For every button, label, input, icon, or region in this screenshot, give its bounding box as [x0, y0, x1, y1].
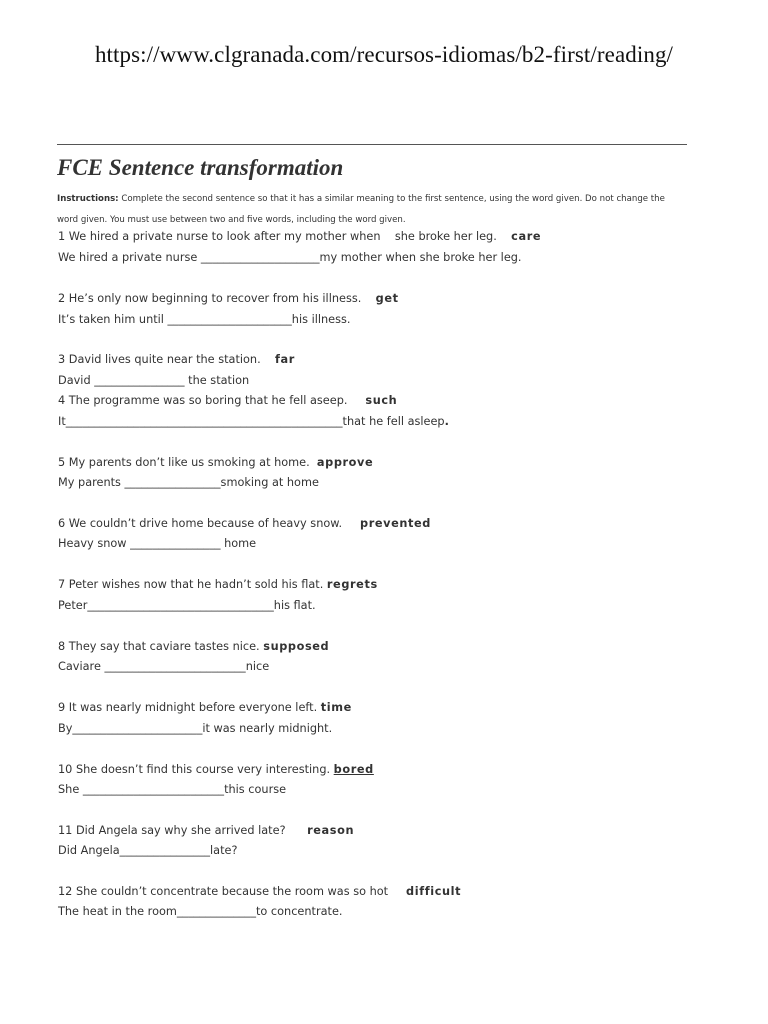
- question-keyword: difficult: [406, 885, 462, 898]
- question-4-sentence: [58, 394, 397, 407]
- horizontal-divider: [57, 144, 687, 145]
- question-sentence-text: 6 We couldn’t drive home because of heavy snow.: [58, 517, 361, 530]
- question-9-sentence: [58, 701, 352, 714]
- question-7-sentence: [58, 578, 378, 591]
- question-keyword: bored: [333, 763, 374, 776]
- instructions-text: Complete the second sentence so that it has a similar meaning to the first sentence, using the word given. Do not change the word given. You must use between two and five words, including the word given.: [57, 194, 665, 225]
- question-answer-text: It_________________________________________________that he fell asleep: [58, 415, 445, 428]
- question-8-answer: Caviare _________________________nice: [58, 660, 270, 673]
- question-answer-period: .: [444, 415, 449, 428]
- question-5-sentence: [58, 456, 373, 469]
- question-keyword: such: [365, 394, 398, 407]
- question-1-sentence: [58, 230, 541, 243]
- instructions-label: Instructions:: [57, 194, 119, 204]
- question-2-sentence: [58, 292, 399, 305]
- question-11-answer: Did Angela________________late?: [58, 844, 238, 857]
- question-sentence-text: 5 My parents don’t like us smoking at home.: [58, 456, 317, 469]
- question-keyword: get: [375, 292, 399, 305]
- question-sentence-text: 1 We hired a private nurse to look after my mother when she broke her leg.: [58, 230, 512, 243]
- question-sentence-text: 10 She doesn’t find this course very interesting.: [58, 763, 334, 776]
- question-10-answer: She _________________________this course: [58, 783, 287, 796]
- question-1-answer: We hired a private nurse _____________________my mother when she broke her leg.: [58, 251, 522, 264]
- question-keyword: prevented: [360, 517, 431, 530]
- question-6-answer: Heavy snow ________________ home: [58, 537, 257, 550]
- source-url: https://www.clgranada.com/recursos-idiomas/b2-first/reading/: [94, 42, 674, 67]
- question-4-answer: [58, 415, 449, 428]
- question-keyword: approve: [316, 456, 374, 469]
- question-sentence-text: 12 She couldn’t concentrate because the room was so hot: [58, 885, 407, 898]
- question-12-answer: The heat in the room______________to concentrate.: [58, 905, 343, 918]
- question-sentence-text: 9 It was nearly midnight before everyone left.: [58, 701, 321, 714]
- question-2-answer: It’s taken him until ______________________his illness.: [58, 313, 351, 326]
- question-5-answer: My parents _________________smoking at home: [58, 476, 319, 489]
- question-keyword: time: [320, 701, 352, 714]
- question-keyword: reason: [307, 824, 355, 837]
- question-keyword: regrets: [326, 578, 378, 591]
- instructions: [57, 189, 687, 231]
- question-10-sentence: [58, 763, 374, 776]
- question-9-answer: By_______________________it was nearly midnight.: [58, 722, 333, 735]
- question-11-sentence: [58, 824, 354, 837]
- question-3-sentence: [58, 353, 295, 366]
- question-12-sentence: [58, 885, 461, 898]
- question-8-sentence: [58, 640, 329, 653]
- page-title: FCE Sentence transformation: [57, 155, 344, 180]
- question-keyword: far: [275, 353, 295, 366]
- question-keyword: care: [511, 230, 542, 243]
- question-7-answer: Peter_________________________________his flat.: [58, 599, 316, 612]
- question-keyword: supposed: [263, 640, 330, 653]
- question-sentence-text: 8 They say that caviare tastes nice.: [58, 640, 264, 653]
- question-sentence-text: 2 He’s only now beginning to recover from his illness.: [58, 292, 376, 305]
- question-sentence-text: 11 Did Angela say why she arrived late?: [58, 824, 308, 837]
- question-6-sentence: [58, 517, 431, 530]
- question-3-answer: David ________________ the station: [58, 374, 250, 387]
- question-sentence-text: 4 The programme was so boring that he fell aseep.: [58, 394, 366, 407]
- question-sentence-text: 7 Peter wishes now that he hadn’t sold his flat.: [58, 578, 327, 591]
- question-sentence-text: 3 David lives quite near the station.: [58, 353, 276, 366]
